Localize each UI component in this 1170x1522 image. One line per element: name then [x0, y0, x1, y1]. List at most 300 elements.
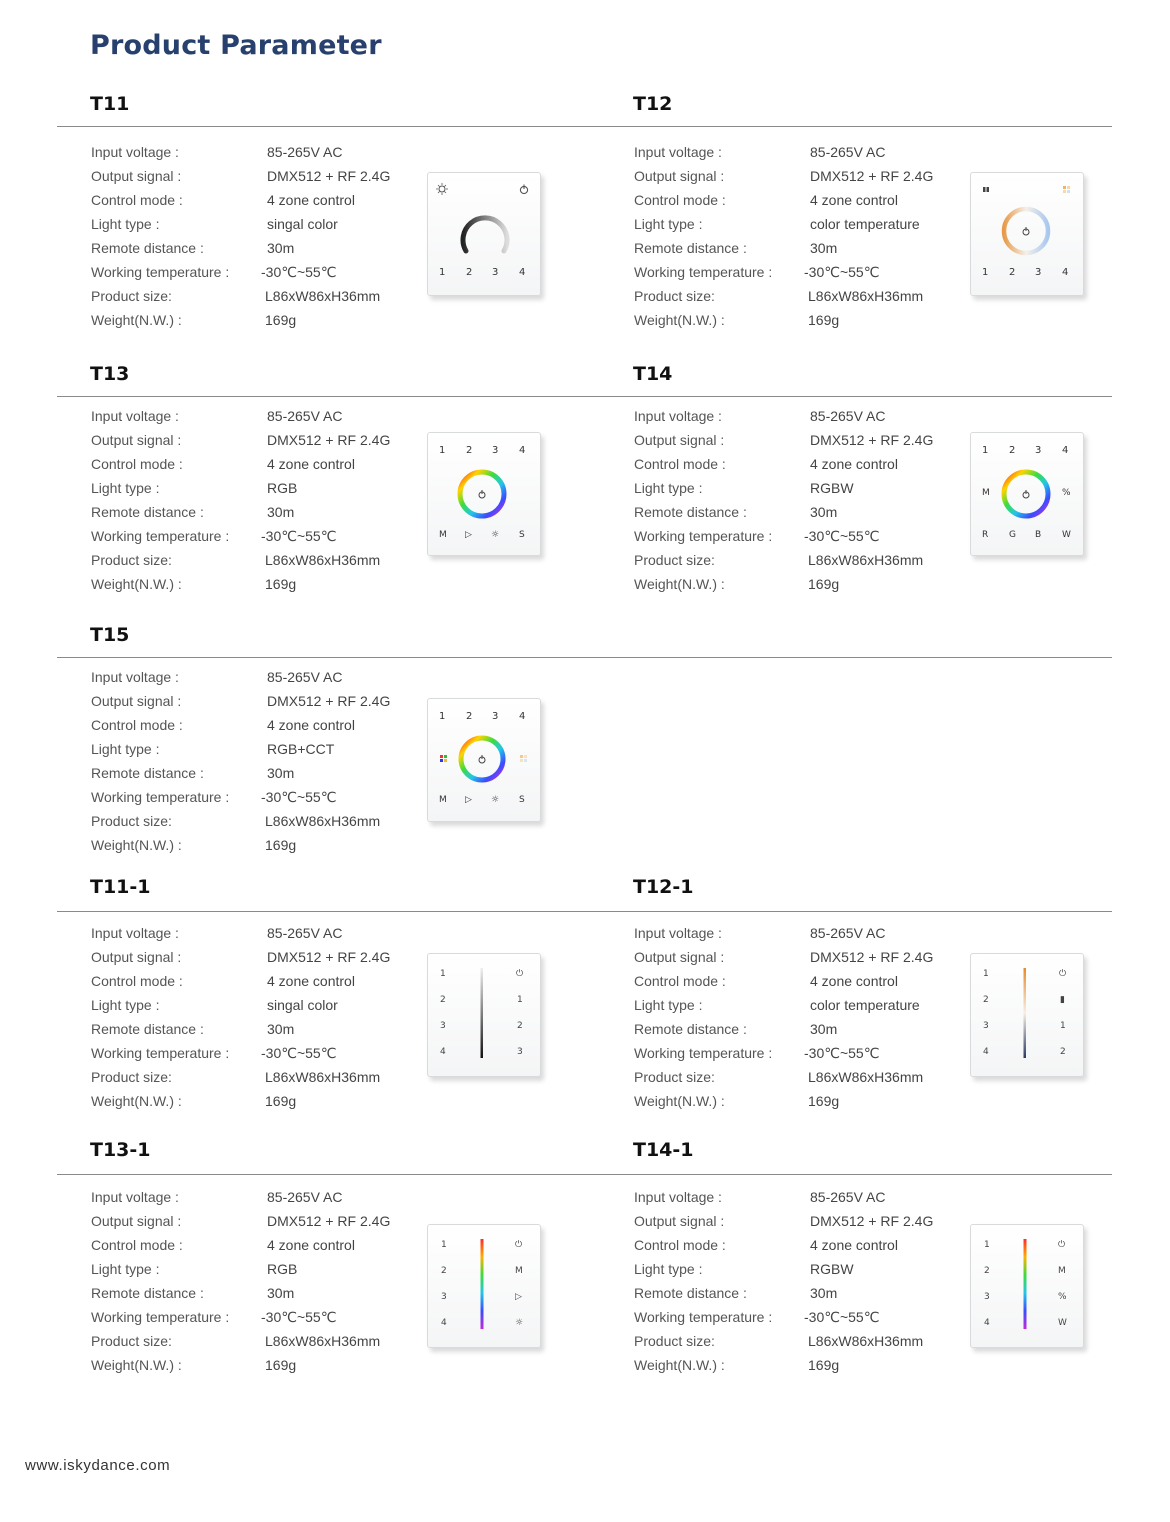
cct-swatch-icon [520, 755, 527, 762]
value-control-mode: 4 zone control [267, 973, 355, 989]
label-input-voltage: Input voltage : [91, 144, 179, 160]
value-product-size: L86xW86xH36mm [808, 1069, 924, 1085]
label-control-mode: Control mode : [634, 456, 726, 472]
spec-row [634, 925, 964, 949]
spec-list [634, 408, 964, 600]
spec-row [634, 312, 964, 336]
spec-row [91, 216, 421, 240]
zone-key-4: 4 [983, 1047, 989, 1057]
mode-key: M [982, 488, 990, 498]
spec-row [634, 168, 964, 192]
label-remote-distance: Remote distance : [91, 765, 204, 781]
zone-key-4: 4 [1062, 445, 1069, 456]
speed-key: ▷ [515, 1292, 522, 1302]
spec-row [91, 1309, 421, 1333]
label-control-mode: Control mode : [91, 973, 183, 989]
label-product-size: Product size: [634, 1069, 715, 1085]
power-icon: ⏻ [1059, 969, 1067, 979]
function-keys [515, 1239, 523, 1328]
value-light-type: RGB+CCT [267, 741, 335, 757]
zone-key-1: 1 [982, 445, 989, 456]
spec-row [634, 264, 964, 288]
spec-row [634, 1045, 964, 1069]
spec-row [634, 1285, 964, 1309]
value-working-temperature: -30℃~55℃ [804, 1309, 880, 1325]
label-control-mode: Control mode : [634, 973, 726, 989]
wall-panel-illustration [971, 954, 1083, 1076]
brightness-key: ☼ [491, 795, 500, 805]
cct-swatch-icon [1063, 186, 1070, 193]
cct-slider [1024, 968, 1027, 1058]
label-light-type: Light type : [634, 1261, 703, 1277]
spec-row [91, 528, 421, 552]
product-image-t11 [427, 172, 541, 296]
label-remote-distance: Remote distance : [634, 1021, 747, 1037]
value-input-voltage: 85-265V AC [267, 925, 343, 941]
saturation-key: % [1058, 1292, 1067, 1302]
label-input-voltage: Input voltage : [91, 408, 179, 424]
saturation-key: % [1062, 488, 1071, 498]
value-weight: 169g [808, 1093, 840, 1109]
zone-key-2: 2 [440, 995, 446, 1005]
value-remote-distance: 30m [267, 1285, 295, 1301]
model-name: T13-1 [90, 1139, 151, 1161]
brightness-ring [463, 218, 507, 251]
cct-key: ▮ [1060, 995, 1065, 1005]
value-weight: 169g [808, 576, 840, 592]
zone-key-1: 1 [439, 267, 446, 278]
spec-row [634, 1261, 964, 1285]
wall-panel-illustration [428, 1225, 540, 1347]
spec-row [91, 264, 421, 288]
zone-key-3: 3 [492, 711, 499, 722]
label-output-signal: Output signal : [91, 949, 182, 965]
label-weight: Weight(N.W.) : [91, 312, 182, 328]
spec-row [634, 1237, 964, 1261]
zone-key-4: 4 [441, 1318, 447, 1328]
zone-key-3: 3 [441, 1292, 447, 1302]
spec-row [634, 288, 964, 312]
mode-keys [439, 795, 525, 805]
wall-panel-illustration [428, 433, 540, 555]
spec-row [634, 997, 964, 1021]
spec-row [634, 216, 964, 240]
product-image-t15 [427, 698, 541, 822]
value-control-mode: 4 zone control [267, 456, 355, 472]
product-block-t11-1 [57, 876, 617, 1153]
value-weight: 169g [265, 1093, 297, 1109]
value-output-signal: DMX512 + RF 2.4G [267, 693, 391, 709]
spec-row [634, 528, 964, 552]
spec-row [91, 949, 421, 973]
mode-key: M [1058, 1266, 1066, 1276]
model-name: T15 [90, 624, 130, 646]
spec-row [91, 1261, 421, 1285]
product-block-t12-1 [600, 876, 1160, 1153]
zone-key-1: 1 [984, 1240, 990, 1250]
label-output-signal: Output signal : [91, 168, 182, 184]
zone-key-3: 3 [984, 1292, 990, 1302]
spec-row [634, 1093, 964, 1117]
product-block-t15 [57, 624, 617, 901]
zone-key-2: 2 [983, 995, 989, 1005]
value-weight: 169g [808, 312, 840, 328]
spec-row [91, 504, 421, 528]
zone-key-2: 2 [441, 1266, 447, 1276]
scene-key-1: 1 [517, 995, 523, 1005]
label-weight: Weight(N.W.) : [634, 576, 725, 592]
label-input-voltage: Input voltage : [91, 669, 179, 685]
spec-row [634, 1309, 964, 1333]
label-output-signal: Output signal : [634, 1213, 725, 1229]
label-control-mode: Control mode : [91, 1237, 183, 1253]
spec-list [91, 925, 421, 1117]
zone-key-4: 4 [519, 711, 526, 722]
label-product-size: Product size: [91, 1333, 172, 1349]
value-control-mode: 4 zone control [810, 456, 898, 472]
white-key: W [1062, 530, 1071, 540]
value-weight: 169g [265, 312, 297, 328]
spec-row [91, 1285, 421, 1309]
label-output-signal: Output signal : [634, 949, 725, 965]
spec-row [91, 456, 421, 480]
channel-keys [982, 530, 1071, 540]
value-working-temperature: -30℃~55℃ [804, 528, 880, 544]
label-input-voltage: Input voltage : [91, 1189, 179, 1205]
power-icon [520, 185, 527, 194]
product-block-t14-1 [600, 1139, 1160, 1416]
zone-key-2: 2 [466, 711, 473, 722]
value-remote-distance: 30m [267, 765, 295, 781]
value-weight: 169g [265, 837, 297, 853]
value-output-signal: DMX512 + RF 2.4G [810, 432, 934, 448]
product-image-t11-1 [427, 953, 541, 1077]
pause-icon [983, 187, 986, 192]
power-icon [1023, 227, 1029, 235]
label-light-type: Light type : [91, 997, 160, 1013]
function-keys [1059, 968, 1066, 1057]
label-remote-distance: Remote distance : [91, 1285, 204, 1301]
label-product-size: Product size: [634, 288, 715, 304]
zone-key-2: 2 [1009, 445, 1016, 456]
spec-row [634, 408, 964, 432]
zone-key-4: 4 [984, 1318, 990, 1328]
value-weight: 169g [265, 1357, 297, 1373]
value-output-signal: DMX512 + RF 2.4G [810, 1213, 934, 1229]
label-input-voltage: Input voltage : [634, 1189, 722, 1205]
scene-key-2: 2 [1060, 1047, 1066, 1057]
label-product-size: Product size: [91, 552, 172, 568]
value-product-size: L86xW86xH36mm [808, 288, 924, 304]
label-working-temperature: Working temperature : [91, 1309, 230, 1325]
spec-row [634, 1333, 964, 1357]
spec-row [634, 1213, 964, 1237]
zone-key-4: 4 [519, 267, 526, 278]
value-product-size: L86xW86xH36mm [808, 552, 924, 568]
power-icon [1023, 490, 1029, 498]
value-weight: 169g [265, 576, 297, 592]
value-remote-distance: 30m [267, 240, 295, 256]
power-icon [479, 755, 485, 763]
spec-row [91, 669, 421, 693]
zone-keys [441, 1240, 447, 1328]
spec-row [634, 480, 964, 504]
zone-key-3: 3 [492, 267, 499, 278]
label-weight: Weight(N.W.) : [634, 312, 725, 328]
label-light-type: Light type : [634, 480, 703, 496]
mode-key: M [515, 1266, 523, 1276]
spec-row [634, 1357, 964, 1381]
brightness-slider [481, 968, 484, 1058]
spec-row [91, 1021, 421, 1045]
spec-row [634, 432, 964, 456]
function-keys [1058, 1239, 1067, 1328]
label-control-mode: Control mode : [91, 717, 183, 733]
power-icon: ⏻ [516, 969, 524, 979]
spec-row [91, 312, 421, 336]
value-control-mode: 4 zone control [810, 192, 898, 208]
power-icon: ⏻ [515, 1240, 523, 1250]
zone-keys [439, 445, 525, 456]
value-control-mode: 4 zone control [810, 1237, 898, 1253]
spec-row [634, 192, 964, 216]
value-input-voltage: 85-265V AC [810, 408, 886, 424]
zone-key-2: 2 [466, 445, 473, 456]
rgb-slider [481, 1239, 484, 1329]
label-weight: Weight(N.W.) : [634, 1093, 725, 1109]
label-light-type: Light type : [91, 480, 160, 496]
zone-keys [984, 1240, 990, 1328]
value-remote-distance: 30m [810, 504, 838, 520]
spec-row [91, 1189, 421, 1213]
value-light-type: RGB [267, 480, 298, 496]
brightness-key: ☼ [491, 530, 500, 540]
label-control-mode: Control mode : [91, 456, 183, 472]
zone-key-1: 1 [982, 267, 989, 278]
label-output-signal: Output signal : [91, 693, 182, 709]
model-name: T11-1 [90, 876, 151, 898]
spec-row [91, 480, 421, 504]
value-remote-distance: 30m [267, 504, 295, 520]
spec-row [91, 1069, 421, 1093]
label-weight: Weight(N.W.) : [91, 576, 182, 592]
product-image-t14-1 [970, 1224, 1084, 1348]
zone-key-2: 2 [1009, 267, 1016, 278]
label-light-type: Light type : [91, 741, 160, 757]
spec-row [91, 765, 421, 789]
value-light-type: color temperature [810, 216, 920, 232]
wall-panel-illustration [428, 699, 540, 821]
value-working-temperature: -30℃~55℃ [804, 1045, 880, 1061]
label-product-size: Product size: [634, 1333, 715, 1349]
power-icon [479, 490, 485, 498]
value-control-mode: 4 zone control [267, 717, 355, 733]
spec-row [91, 789, 421, 813]
saturation-key: S [519, 530, 525, 540]
label-working-temperature: Working temperature : [91, 528, 230, 544]
spec-row [91, 432, 421, 456]
spec-row [634, 144, 964, 168]
label-working-temperature: Working temperature : [91, 264, 230, 280]
spec-list [91, 144, 421, 336]
spec-row [91, 1093, 421, 1117]
value-weight: 169g [808, 1357, 840, 1373]
label-remote-distance: Remote distance : [91, 1021, 204, 1037]
wall-panel-illustration [971, 173, 1083, 295]
spec-row [91, 552, 421, 576]
value-product-size: L86xW86xH36mm [265, 552, 381, 568]
value-input-voltage: 85-265V AC [810, 925, 886, 941]
spec-row [634, 240, 964, 264]
speed-key: ▷ [465, 530, 472, 540]
value-output-signal: DMX512 + RF 2.4G [267, 168, 391, 184]
spec-row [634, 576, 964, 600]
speed-key: ▷ [465, 795, 472, 805]
zone-key-3: 3 [492, 445, 499, 456]
label-remote-distance: Remote distance : [91, 504, 204, 520]
green-key: G [1009, 530, 1016, 540]
value-input-voltage: 85-265V AC [810, 144, 886, 160]
zone-keys [439, 267, 525, 278]
label-weight: Weight(N.W.) : [91, 837, 182, 853]
value-control-mode: 4 zone control [810, 973, 898, 989]
value-remote-distance: 30m [810, 1021, 838, 1037]
label-control-mode: Control mode : [91, 192, 183, 208]
label-product-size: Product size: [91, 288, 172, 304]
saturation-key: S [519, 795, 525, 805]
spec-row [91, 741, 421, 765]
mode-keys [439, 530, 525, 540]
label-output-signal: Output signal : [634, 432, 725, 448]
blue-key: B [1035, 530, 1042, 540]
label-working-temperature: Working temperature : [634, 1309, 773, 1325]
value-input-voltage: 85-265V AC [267, 408, 343, 424]
label-output-signal: Output signal : [634, 168, 725, 184]
spec-list [91, 1189, 421, 1381]
label-working-temperature: Working temperature : [634, 528, 773, 544]
value-remote-distance: 30m [810, 240, 838, 256]
label-remote-distance: Remote distance : [634, 1285, 747, 1301]
section-divider [57, 657, 1112, 658]
wall-panel-illustration [971, 1225, 1083, 1347]
zone-key-3: 3 [983, 1021, 989, 1031]
spec-list [634, 1189, 964, 1381]
brightness-key: ☼ [515, 1318, 524, 1328]
scene-key-1: 1 [1060, 1021, 1066, 1031]
page-title: Product Parameter [90, 30, 382, 61]
spec-row [91, 288, 421, 312]
label-light-type: Light type : [91, 1261, 160, 1277]
rgbw-slider [1024, 1239, 1027, 1329]
spec-row [91, 837, 421, 861]
model-name: T12 [633, 93, 673, 115]
label-input-voltage: Input voltage : [91, 925, 179, 941]
spec-list [634, 925, 964, 1117]
value-output-signal: DMX512 + RF 2.4G [267, 949, 391, 965]
mode-key: M [439, 530, 447, 540]
zone-key-3: 3 [1035, 267, 1042, 278]
zone-keys [983, 969, 989, 1057]
spec-row [91, 1333, 421, 1357]
value-light-type: RGBW [810, 480, 854, 496]
value-input-voltage: 85-265V AC [267, 1189, 343, 1205]
value-output-signal: DMX512 + RF 2.4G [810, 949, 934, 965]
value-input-voltage: 85-265V AC [810, 1189, 886, 1205]
scene-key-3: 3 [517, 1047, 523, 1057]
spec-row [634, 504, 964, 528]
label-working-temperature: Working temperature : [91, 789, 230, 805]
value-working-temperature: -30℃~55℃ [261, 1309, 337, 1325]
value-light-type: RGB [267, 1261, 298, 1277]
label-light-type: Light type : [634, 216, 703, 232]
value-output-signal: DMX512 + RF 2.4G [267, 432, 391, 448]
label-control-mode: Control mode : [634, 1237, 726, 1253]
zone-key-1: 1 [440, 969, 446, 979]
zone-key-4: 4 [1062, 267, 1069, 278]
value-product-size: L86xW86xH36mm [808, 1333, 924, 1349]
value-product-size: L86xW86xH36mm [265, 1333, 381, 1349]
spec-row [91, 693, 421, 717]
zone-key-3: 3 [1035, 445, 1042, 456]
spec-row [634, 973, 964, 997]
value-light-type: singal color [267, 216, 338, 232]
spec-list [91, 669, 421, 861]
white-key: W [1058, 1318, 1067, 1328]
rgb-swatch-icon [440, 755, 447, 762]
zone-key-3: 3 [440, 1021, 446, 1031]
zone-key-1: 1 [439, 711, 446, 722]
spec-row [91, 168, 421, 192]
model-name: T12-1 [633, 876, 694, 898]
product-block-t13 [57, 363, 617, 640]
label-output-signal: Output signal : [91, 1213, 182, 1229]
label-weight: Weight(N.W.) : [91, 1093, 182, 1109]
website-url[interactable]: www.iskydance.com [25, 1457, 171, 1474]
product-image-t14 [970, 432, 1084, 556]
value-working-temperature: -30℃~55℃ [261, 789, 337, 805]
spec-row [634, 456, 964, 480]
model-name: T14-1 [633, 1139, 694, 1161]
value-light-type: singal color [267, 997, 338, 1013]
label-working-temperature: Working temperature : [634, 264, 773, 280]
label-weight: Weight(N.W.) : [634, 1357, 725, 1373]
spec-row [91, 997, 421, 1021]
zone-key-1: 1 [983, 969, 989, 979]
zone-key-2: 2 [466, 267, 473, 278]
spec-row [634, 949, 964, 973]
zone-keys [440, 969, 446, 1057]
product-block-t11 [57, 93, 617, 370]
label-weight: Weight(N.W.) : [91, 1357, 182, 1373]
spec-row [634, 1189, 964, 1213]
label-working-temperature: Working temperature : [91, 1045, 230, 1061]
value-control-mode: 4 zone control [267, 1237, 355, 1253]
value-input-voltage: 85-265V AC [267, 144, 343, 160]
product-image-t12 [970, 172, 1084, 296]
product-image-t12-1 [970, 953, 1084, 1077]
label-product-size: Product size: [634, 552, 715, 568]
product-block-t14 [600, 363, 1160, 640]
spec-row [634, 552, 964, 576]
value-remote-distance: 30m [267, 1021, 295, 1037]
product-block-t13-1 [57, 1139, 617, 1416]
sun-icon [436, 183, 448, 195]
spec-row [91, 1213, 421, 1237]
spec-row [91, 973, 421, 997]
zone-key-2: 2 [984, 1266, 990, 1276]
value-product-size: L86xW86xH36mm [265, 1069, 381, 1085]
scene-key-2: 2 [517, 1021, 523, 1031]
